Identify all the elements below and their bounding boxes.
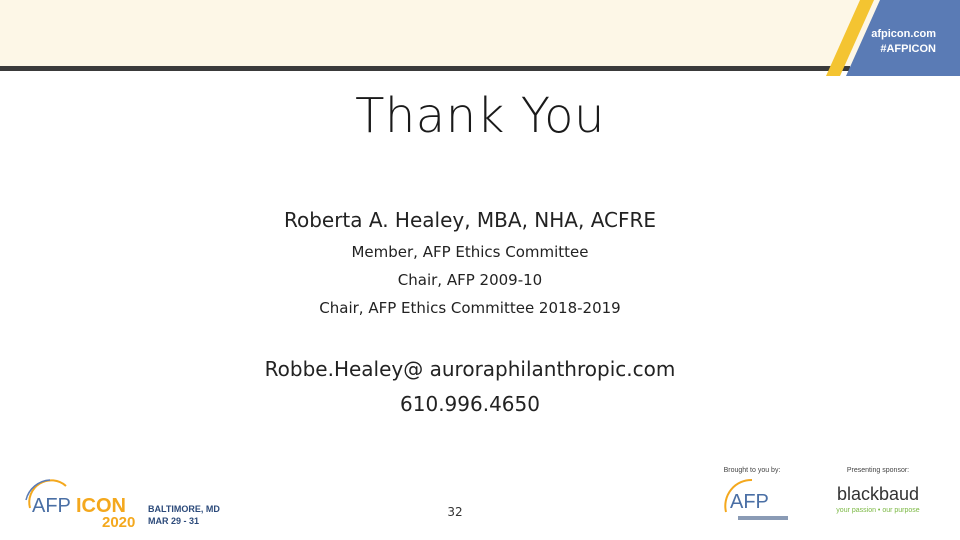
slide-title: Thank You (355, 88, 605, 144)
presenter-role: Chair, AFP 2009-10 (397, 271, 543, 289)
logo-afp-text: AFP (32, 495, 71, 517)
header-rule (0, 66, 850, 71)
afp-logo-subtext-bar (738, 516, 788, 520)
site-url[interactable]: afpicon.com (871, 28, 936, 40)
logo-dates-text: MAR 29 - 31 (148, 516, 200, 526)
page-number: 32 (447, 505, 463, 519)
afp-logo-text: AFP (730, 491, 769, 513)
logo-icon-text: ICON (76, 495, 126, 517)
hashtag: #AFPICON (880, 43, 936, 55)
blackbaud-tagline: your passion • our purpose (836, 507, 920, 514)
logo-year-text: 2020 (102, 514, 136, 531)
corner-text (816, 27, 936, 57)
afp-sponsor-logo (712, 464, 792, 526)
presenting-sponsor-label: Presenting sponsor: (846, 467, 910, 474)
logo-city-text: BALTIMORE, MD (148, 504, 220, 514)
blackbaud-sponsor-logo (818, 464, 938, 518)
presenter-role: Member, AFP Ethics Committee (351, 243, 589, 261)
brought-by-label: Brought to you by: (723, 467, 781, 474)
blackbaud-wordmark: blackbaud (836, 484, 920, 504)
afp-icon-2020-logo (20, 476, 230, 532)
contact-email[interactable]: Robbe.Healey@ auroraphilanthropic.com (264, 357, 676, 381)
presenter-name: Roberta A. Healey, MBA, NHA, ACFRE (283, 208, 657, 232)
presenter-role: Chair, AFP Ethics Committee 2018-2019 (319, 299, 621, 317)
contact-phone: 610.996.4650 (400, 392, 540, 416)
